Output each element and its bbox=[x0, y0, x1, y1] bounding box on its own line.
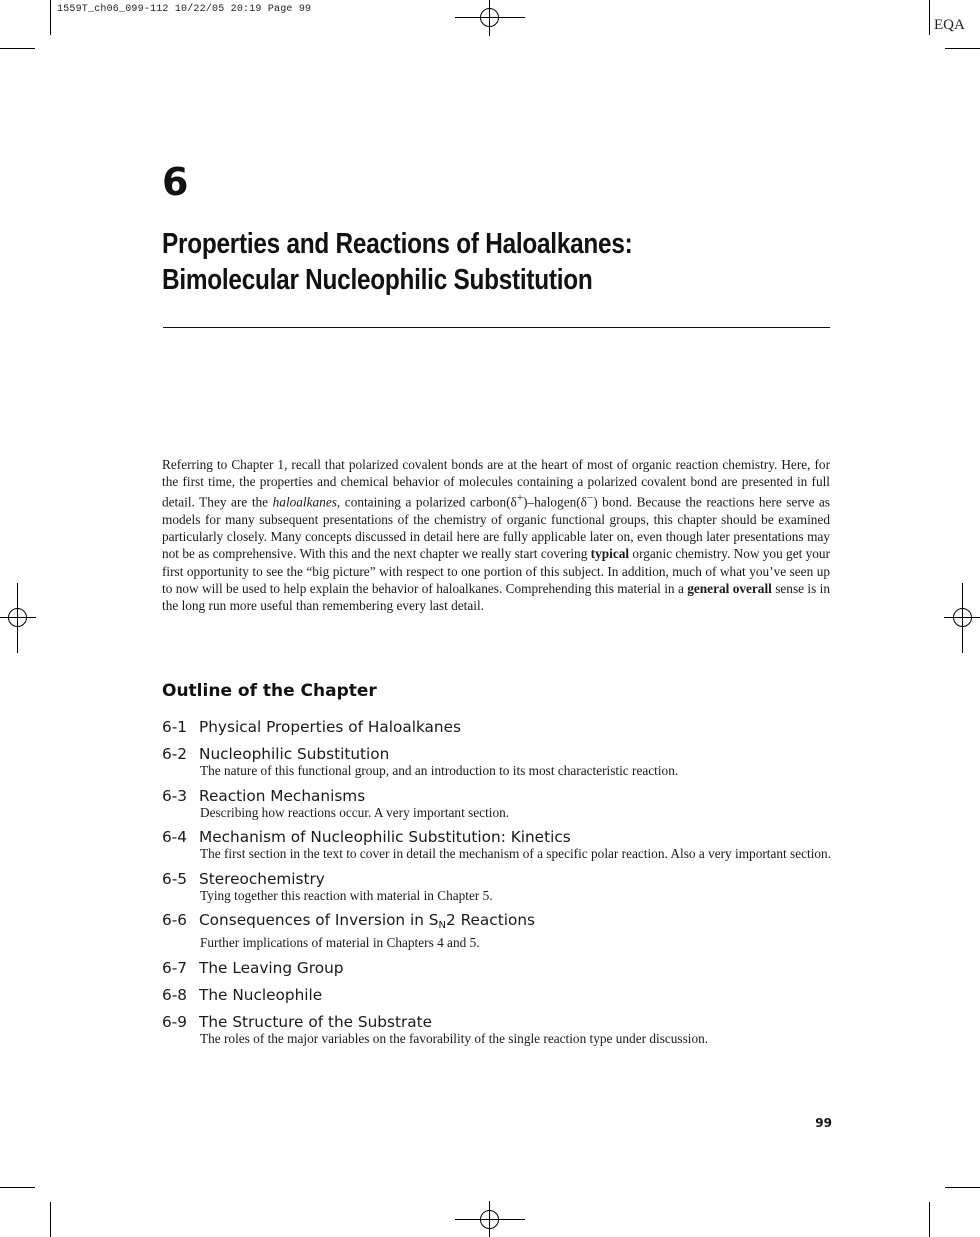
page-number: 99 bbox=[815, 1116, 832, 1130]
section-title: The Structure of the Substrate bbox=[199, 1012, 433, 1031]
crop-mark bbox=[945, 48, 980, 49]
section-description: The first section in the text to cover in detail the mechanism of a specific polar reaction. Also a very important section. bbox=[200, 846, 832, 861]
intro-bold-term: general overall bbox=[687, 580, 772, 596]
chapter-title bbox=[162, 226, 733, 298]
outline-list bbox=[162, 716, 832, 1052]
section-title-part: 2 Reactions bbox=[445, 911, 535, 929]
crop-mark bbox=[945, 1187, 980, 1188]
intro-superscript: + bbox=[516, 492, 524, 505]
outline-item bbox=[162, 716, 832, 738]
section-number: 6-9 bbox=[162, 1012, 187, 1031]
registration-mark-bottom bbox=[455, 1201, 525, 1237]
chapter-title-line-1: Properties and Reactions of Haloalkanes: bbox=[162, 228, 633, 260]
section-number: 6-5 bbox=[162, 869, 187, 888]
section-title-part: Consequences of Inversion in S bbox=[199, 911, 439, 929]
registration-mark-top bbox=[455, 0, 525, 36]
outline-item bbox=[162, 868, 832, 905]
outline-item bbox=[162, 1011, 832, 1048]
intro-text: containing a polarized carbon(δ bbox=[340, 494, 517, 510]
section-title: Stereochemistry bbox=[199, 869, 325, 888]
section-number: 6-8 bbox=[162, 985, 187, 1004]
intro-text: Referring to Chapter 1, recall that polarized covalent bonds are at the heart of most of organic reaction chemistry. Here, for the first time, the properties and chemical behavior of molecules containing a polarized covalent bond are presented in full detail. They are the bbox=[162, 457, 830, 510]
section-number: 6-4 bbox=[162, 828, 187, 846]
section-number: 6-3 bbox=[162, 786, 187, 805]
intro-bold-term: typical bbox=[590, 546, 630, 562]
registration-mark-right bbox=[944, 583, 980, 653]
outline-item bbox=[162, 909, 832, 952]
crop-mark bbox=[0, 1187, 35, 1188]
section-description: The roles of the major variables on the favorability of the single reaction type under discussion. bbox=[200, 1030, 709, 1046]
section-description: The nature of this functional group, and an introduction to its most characteristic reaction. bbox=[200, 763, 679, 778]
printer-slug: 1559T_ch06_099-112 10/22/05 20:19 Page 99 bbox=[57, 4, 312, 15]
section-title bbox=[199, 911, 535, 929]
section-number: 6-7 bbox=[162, 958, 187, 977]
registration-mark-left bbox=[0, 583, 36, 653]
section-description: Tying together this reaction with material in Chapter 5. bbox=[200, 887, 493, 903]
outline-item bbox=[162, 984, 832, 1006]
section-number: 6-1 bbox=[162, 718, 187, 736]
crop-mark bbox=[929, 0, 930, 35]
section-title: Nucleophilic Substitution bbox=[199, 745, 390, 763]
crop-mark bbox=[929, 1202, 930, 1237]
intro-text: sense is in the long run more useful than remembering every last detail. bbox=[162, 580, 830, 614]
section-title-subscript: N bbox=[438, 920, 446, 931]
section-title: Physical Properties of Haloalkanes bbox=[199, 718, 462, 736]
intro-paragraph bbox=[162, 456, 830, 614]
intro-text: organic chemistry. Now you get your first opportunity to see the “big picture” with respect to one portion of this subject. In addition, much of what you’ve seen up to now will be used to help explain the behavior of haloalkanes. Comprehending this material in a bbox=[162, 546, 830, 596]
corner-tag: EQA bbox=[934, 17, 965, 33]
chapter-number: 6 bbox=[162, 160, 189, 204]
intro-text: )–halogen(δ bbox=[523, 494, 587, 510]
crop-mark bbox=[0, 48, 35, 49]
title-rule bbox=[163, 327, 830, 328]
outline-heading: Outline of the Chapter bbox=[162, 681, 377, 701]
section-title: The Leaving Group bbox=[199, 958, 344, 977]
section-description: Further implications of material in Chapters 4 and 5. bbox=[200, 935, 480, 950]
outline-item bbox=[162, 785, 832, 822]
outline-item bbox=[162, 826, 832, 863]
section-title: Mechanism of Nucleophilic Substitution: Kinetics bbox=[199, 828, 571, 846]
chapter-title-line-2: Bimolecular Nucleophilic Substitution bbox=[162, 264, 593, 296]
crop-mark bbox=[50, 1202, 51, 1237]
intro-superscript: − bbox=[586, 492, 594, 505]
outline-item bbox=[162, 743, 832, 780]
section-number: 6-6 bbox=[162, 911, 187, 929]
section-title: The Nucleophile bbox=[199, 985, 323, 1004]
intro-text: ) bond. Because the reactions here serve as models for many subsequent presentations of the chemistry of organic functional groups, this chapter should be examined particularly closely. Many concepts discussed in detail here are fully applicable later on, even though later presentations may not be as comprehensive. With this and the next chapter we really start covering bbox=[162, 494, 830, 562]
crop-mark bbox=[50, 0, 51, 35]
outline-item bbox=[162, 957, 832, 979]
section-description: Describing how reactions occur. A very important section. bbox=[200, 804, 510, 820]
section-title: Reaction Mechanisms bbox=[199, 786, 366, 805]
intro-emphasis-term: haloalkanes, bbox=[272, 494, 341, 510]
section-number: 6-2 bbox=[162, 745, 187, 763]
